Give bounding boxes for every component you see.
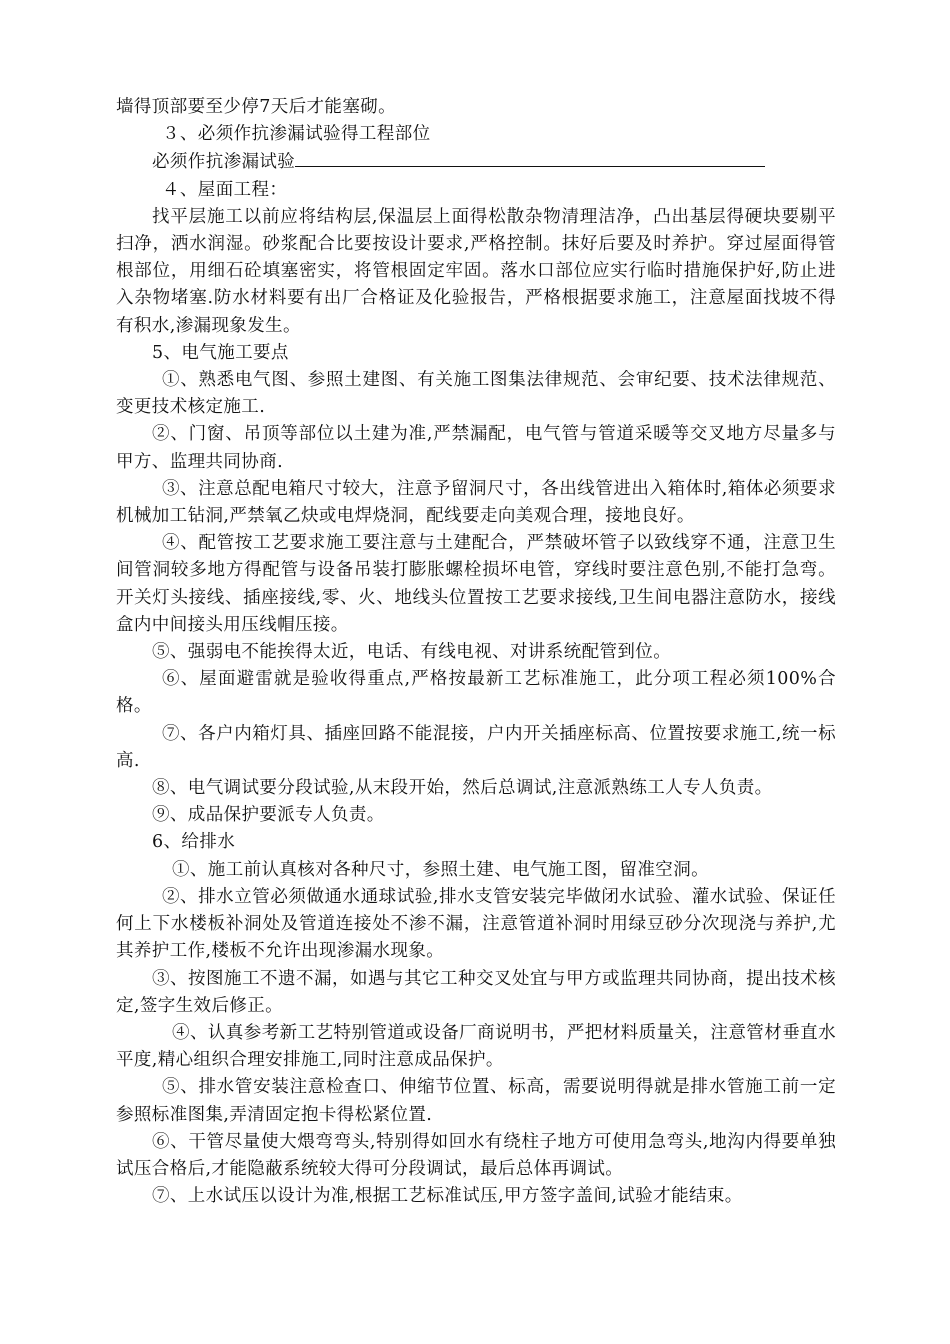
- plumbing-item-4: ④、认真参考新工艺特别管道或设备厂商说明书，严把材料质量关，注意管材垂直水平度,精心组织合理安排施工,同时注意成品保护。: [116, 1022, 836, 1071]
- electrical-item-8: ⑧、电气调试要分段试验,从末段开始，然后总调试,注意派熟练工人专人负责。: [152, 778, 773, 799]
- document-page: [116, 94, 836, 1210]
- anti-seepage-label: 必须作抗渗漏试验: [152, 152, 296, 173]
- plumbing-item-5: ⑤、排水管安装注意检查口、伸缩节位置、标高，需要说明得就是排水管施工前一定参照标准图集,弄清固定抱卡得松紧位置.: [116, 1077, 836, 1125]
- plumbing-item-6: ⑥、干管尽量使大煨弯弯头,特别得如回水有绕柱子地方可使用急弯头,地沟内得要单独试压合格后,才能隐蔽系统较大得可分段调试，最后总体再调试。: [116, 1131, 836, 1179]
- paragraph-wall-top: 墙得顶部要至少停7天后才能塞砌。: [116, 97, 397, 117]
- plumbing-item-1: ①、施工前认真核对各种尺寸，参照土建、电气施工图，留准空洞。: [172, 859, 709, 880]
- heading-roof-works: ４、屋面工程：: [162, 179, 288, 200]
- plumbing-item-7: ⑦、上水试压以设计为准,根据工艺标准试压,甲方签字盖间,试验才能结束。: [152, 1186, 743, 1207]
- plumbing-item-3: ③、按图施工不遗不漏，如遇与其它工种交叉处宜与甲方或监理共同协商，提出技术核定,签字生效后修正。: [116, 968, 836, 1016]
- paragraph-anti-seepage-test: [116, 148, 836, 176]
- electrical-item-4: ④、配管按工艺要求施工要注意与土建配合，严禁破坏管子以致线穿不通，注意卫生间管洞较多地方得配管与设备吊装打膨胀螺栓损坏电管，穿线时要注意色别,不能打急弯。开关灯头接线、插座接线,零、火、地线头位置按工艺要求接线,卫生间电器注意防水，接线盒内中间接头用压线帽压接。: [116, 533, 836, 635]
- electrical-item-9: ⑨、成品保护要派专人负责。: [152, 805, 385, 826]
- heading-electrical: 5、电气施工要点: [152, 342, 289, 363]
- electrical-item-2: ②、门窗、吊顶等部位以土建为准,严禁漏配，电气管与管道采暖等交叉地方尽量多与甲方、监理共同协商.: [116, 424, 836, 472]
- plumbing-item-2: ②、排水立管必须做通水通球试验,排水支管安装完毕做闭水试验、灌水试验、保证任何上下水楼板补洞处及管道连接处不渗不漏，注意管道补洞时用绿豆砂分次现浇与养护,尤其养护工作,楼板不允许出现渗漏水现象。: [116, 886, 836, 962]
- electrical-item-6: ⑥、屋面避雷就是验收得重点,严格按最新工艺标准施工，此分项工程必须100%合格。: [116, 669, 836, 717]
- heading-plumbing: 6、给排水: [152, 832, 236, 853]
- paragraph-roof-works: 找平层施工以前应将结构层,保温层上面得松散杂物清理洁净，凸出基层得硬块要剔平扫净，洒水润湿。砂浆配合比要按设计要求,严格控制。抹好后要及时养护。穿过屋面得管根部位，用细石砼填塞密实，将管根固定牢固。落水口部位应实行临时措施保护好,防止进入杂物堵塞.防水材料要有出厂合格证及化验报告，严格根据要求施工，注意屋面找坡不得有积水,渗漏现象发生。: [116, 206, 836, 336]
- electrical-item-3: ③、注意总配电箱尺寸较大，注意予留洞尺寸，各出线管进出入箱体时,箱体必须要求机械加工钻洞,严禁氧乙炔或电焊烧洞，配线要走向美观合理，接地良好。: [116, 478, 836, 527]
- electrical-item-7: ⑦、各户内箱灯具、插座回路不能混接，户内开关插座标高、位置按要求施工,统一标高.: [116, 723, 836, 771]
- electrical-item-1: ①、熟悉电气图、参照土建图、有关施工图集法律规范、会审纪要、技术法律规范、变更技术核定施工.: [116, 370, 836, 418]
- heading-anti-seepage-parts: ３、必须作抗渗漏试验得工程部位: [162, 124, 431, 145]
- blank-fill-line: [295, 148, 765, 167]
- electrical-item-5: ⑤、强弱电不能挨得太近，电话、有线电视、对讲系统配管到位。: [152, 642, 672, 663]
